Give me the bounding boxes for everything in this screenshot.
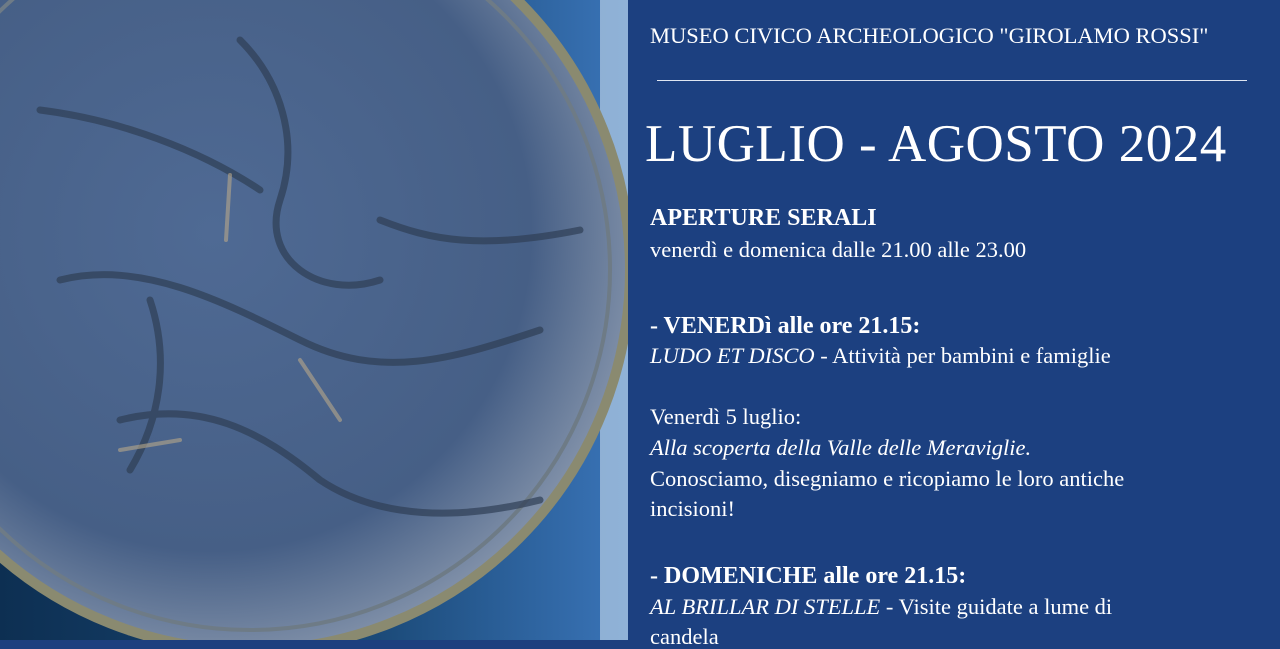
domeniche-desc-2: candela xyxy=(650,624,719,649)
event-title: AL BRILLAR DI STELLE xyxy=(650,594,881,619)
page-title: LUGLIO - AGOSTO 2024 xyxy=(645,115,1227,173)
museum-name: MUSEO CIVICO ARCHEOLOGICO "GIROLAMO ROSSI" xyxy=(650,23,1209,48)
domeniche-heading: - DOMENICHE alle ore 21.15: xyxy=(650,563,967,589)
event-desc: - Attività per bambini e famiglie xyxy=(814,343,1111,368)
info-panel xyxy=(628,0,1280,649)
venerdi-heading: - VENERDì alle ore 21.15: xyxy=(650,313,921,339)
domeniche-event xyxy=(650,596,1112,619)
divider xyxy=(657,80,1247,81)
aperture-heading: APERTURE SERALI xyxy=(650,205,877,231)
poster-photo xyxy=(0,0,628,640)
venerdi-desc-1: Conosciamo, disegniamo e ricopiamo le loro antiche xyxy=(650,466,1125,491)
event-title: LUDO ET DISCO xyxy=(650,343,815,368)
bronze-disc-image xyxy=(0,0,628,640)
venerdi-subtitle xyxy=(650,437,1031,460)
subtitle-text: Alla scoperta della Valle delle Meraviglie. xyxy=(650,435,1032,460)
venerdi-date: Venerdì 5 luglio: xyxy=(650,404,802,429)
venerdi-desc-2: incisioni! xyxy=(650,496,735,521)
aperture-text: venerdì e domenica dalle 21.00 alle 23.00 xyxy=(650,237,1027,262)
venerdi-event xyxy=(650,345,1111,368)
event-desc: - Visite guidate a lume di xyxy=(880,594,1113,619)
